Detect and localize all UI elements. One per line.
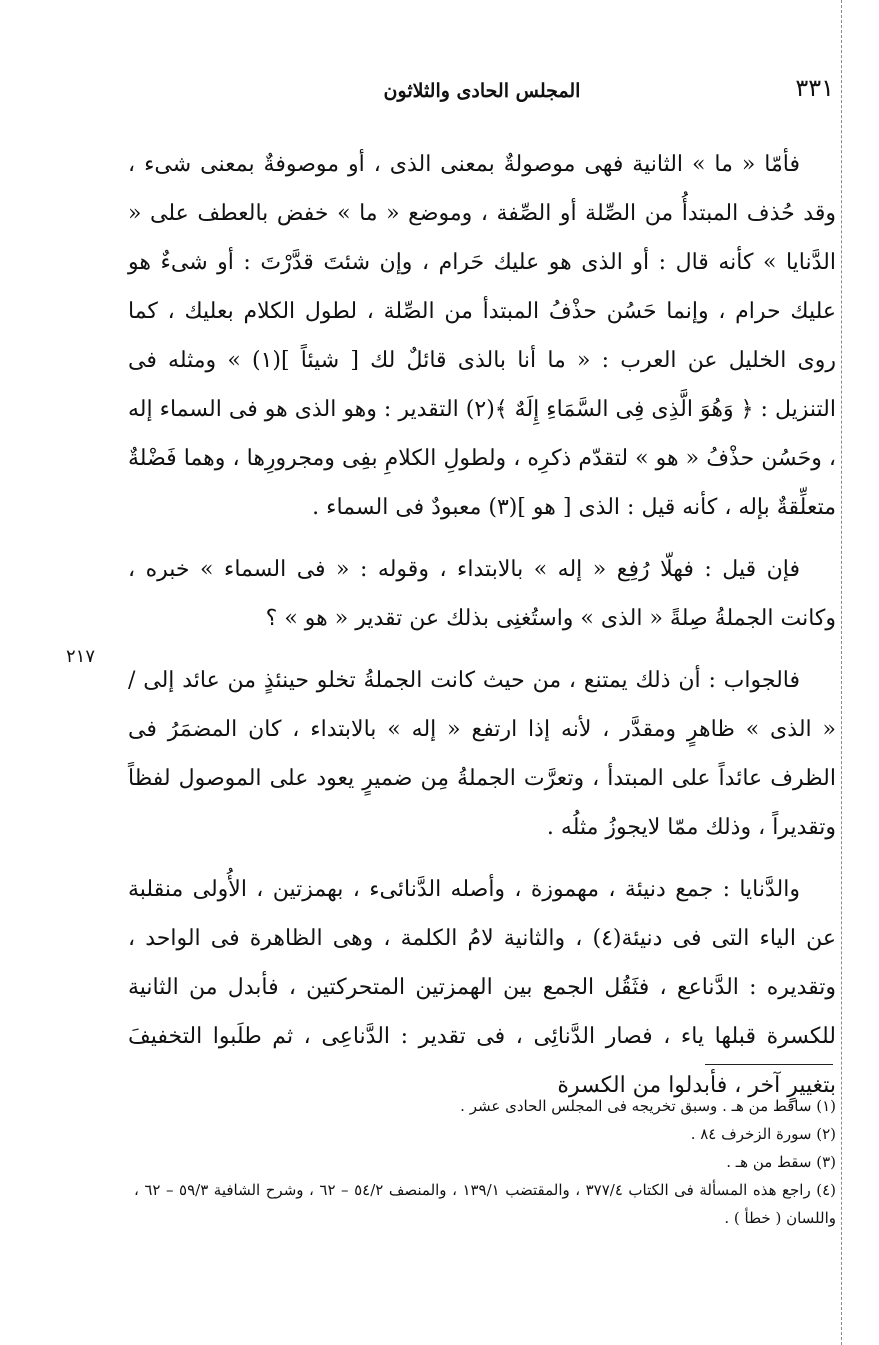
footnote: (١) ساقط من هـ . وسبق تخريجه فى المجلس الحادى عشر . xyxy=(460,1097,836,1115)
footnote-divider xyxy=(705,1064,833,1065)
main-text xyxy=(128,140,836,1110)
paragraph: فالجواب : أن ذلك يمتنع ، من حيث كانت الجملةُ تخلو حينئذٍ من عائد إلى / « الذى » ظاهرٍ ومقدَّر ، لأنه إذا ارتفع « إله » بالابتداء ، كان المضمَرُ فى الظرف عائداً على المبتدأ ، وتعرَّت الجملةُ مِن ضميرٍ يعود على الموصول لفظاً وتقديراً ، وذلك ممّا لايجوزُ مثلُه . xyxy=(128,668,836,840)
margin-page-reference: ٢١٧ xyxy=(66,646,96,667)
page-header xyxy=(130,70,834,110)
paragraph: والدَّنايا : جمع دنيئة ، مهموزة ، وأصله الدَّنائىء ، بهمزتين ، الأُولى منقلبة عن الياء التى فى دنيئة(٤) ، والثانية لامُ الكلمة ، وهى الظاهرة فى الواحد ، وتقديره : الدَّناعع ، فثَقُل الجمع بين الهمزتين المتحركتين ، فأبدل من الثانية للكسرة قبلها ياء ، فصار الدَّنائِى ، فى تقدير : الدَّناعِى ، ثم طلَبوا التخفيفَ بتغييرٍ آخر ، فأبدلوا من الكسرة xyxy=(128,877,836,1098)
page-edge-line xyxy=(841,0,842,1345)
footnotes xyxy=(134,1092,836,1232)
footnote: (٣) سقط من هـ . xyxy=(726,1153,836,1171)
paragraph: فإن قيل : فهلّا رُفِع « إله » بالابتداء ، وقوله : « فى السماء » خبره ، وكانت الجملةُ صِلةً « الذى » واستُغنِى بذلك عن تقدير « هو » ؟ xyxy=(128,557,836,631)
paragraph: فأمّا « ما » الثانية فهى موصولةٌ بمعنى الذى ، أو موصوفةٌ بمعنى شىء ، وقد حُذف المبتدأُ من الصِّلة أو الصِّفة ، وموضع « ما » خفض بالعطف على « الدَّنايا » كأنه قال : أو الذى هو عليك حَرام ، وإن شئتَ قدَّرْتَ : أو شىءٌ هو عليك حرام ، وإنما حَسُن حذْفُ المبتدأ من الصِّلة ، لطول الكلام بعليك ، كما روى الخليل عن العرب : « ما أنا بالذى قائلٌ لك [ شيئاً ](١) » ومثله فى التنزيل : ﴿ وَهُوَ الَّذِى فِى السَّمَاءِ إِلَهٌ ﴾(٢) التقدير : وهو الذى هو فى السماء إله ، وحَسُن حذْفُ « هو » لتقدّم ذكرِه ، ولطولِ الكلامِ بفِى ومجرورِها ، وهما فَضْلةٌ متعلِّقةٌ بإله ، كأنه قيل : الذى [ هو ](٣) معبودٌ فى السماء . xyxy=(128,152,836,520)
footnote: (٤) راجع هذه المسألة فى الكتاب ٣٧٧/٤ ، والمقتضب ١٣٩/١ ، والمنصف ٥٤/٢ – ٦٢ ، وشرح الشافية ٥٩/٣ – ٦٢ ، واللسان ( خطأ ) . xyxy=(134,1181,836,1227)
running-title: المجلس الحادى والثلاثون xyxy=(383,80,581,102)
footnote: (٢) سورة الزخرف ٨٤ . xyxy=(690,1125,836,1143)
page-number: ٣٣١ xyxy=(795,74,834,102)
